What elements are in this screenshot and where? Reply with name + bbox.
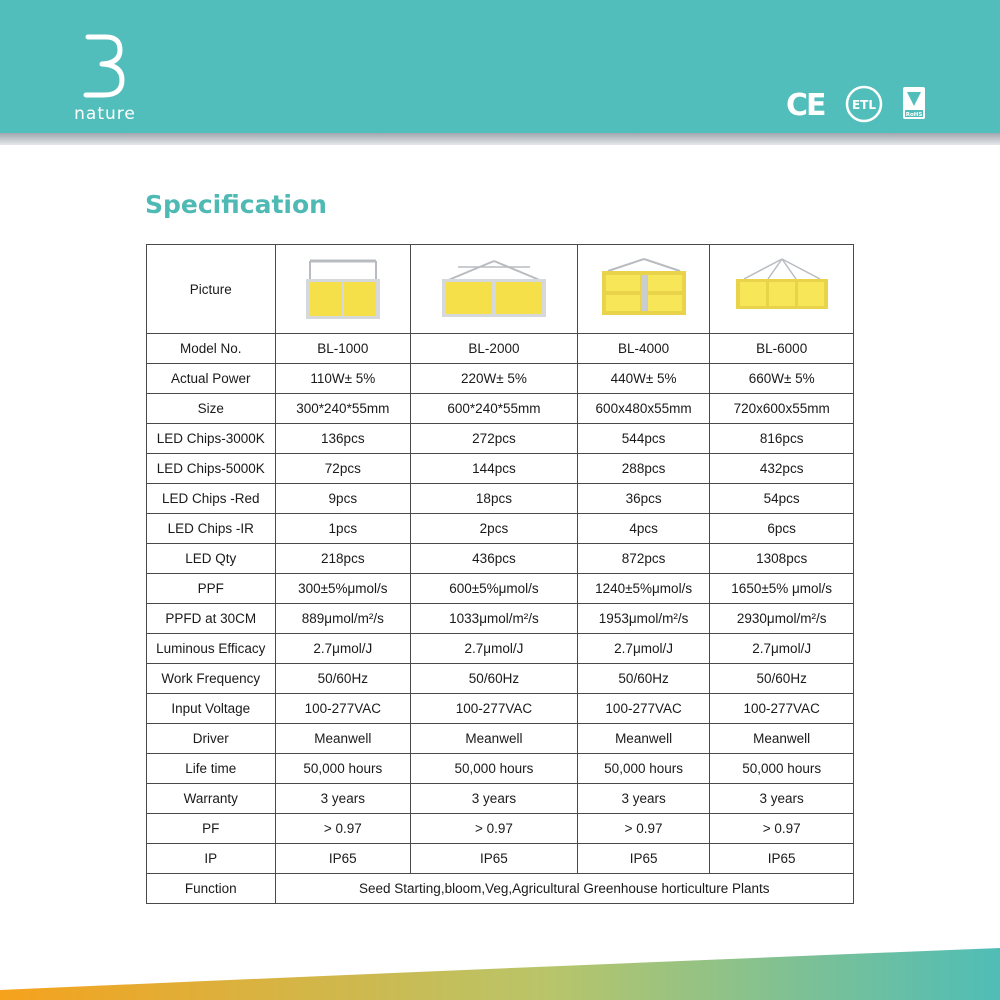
brand-logo [70, 34, 150, 126]
svg-text:RoHS: RoHS [905, 112, 923, 118]
table-cell: 50,000 hours [275, 754, 411, 784]
table-cell: 100-277VAC [275, 694, 411, 724]
footer-wave [0, 930, 1000, 1000]
function-row [147, 874, 854, 904]
table-row [147, 604, 854, 634]
brand-name: nature [74, 104, 136, 124]
row-label: Life time [147, 754, 276, 784]
table-cell: 600*240*55mm [411, 394, 578, 424]
table-cell: 136pcs [275, 424, 411, 454]
table-cell: BL-4000 [577, 334, 710, 364]
product-image-bl-1000 [275, 245, 411, 334]
table-row [147, 364, 854, 394]
row-label: LED Chips-5000K [147, 454, 276, 484]
table-row [147, 844, 854, 874]
table-cell: 144pcs [411, 454, 578, 484]
table-cell: 3 years [710, 784, 854, 814]
table-cell: 220W± 5% [411, 364, 578, 394]
table-row [147, 784, 854, 814]
table-cell: 100-277VAC [710, 694, 854, 724]
table-cell: 1pcs [275, 514, 411, 544]
table-row [147, 394, 854, 424]
table-cell: 300*240*55mm [275, 394, 411, 424]
row-label: PPF [147, 574, 276, 604]
table-cell: 100-277VAC [411, 694, 578, 724]
row-label: PF [147, 814, 276, 844]
table-cell: 50/60Hz [411, 664, 578, 694]
b-logo-icon [80, 34, 126, 98]
table-cell: 50/60Hz [577, 664, 710, 694]
table-cell: 50,000 hours [577, 754, 710, 784]
row-label: Warranty [147, 784, 276, 814]
row-label: Luminous Efficacy [147, 634, 276, 664]
page-title: Specification [145, 190, 327, 219]
table-cell: 36pcs [577, 484, 710, 514]
table-row [147, 754, 854, 784]
table-cell: 2.7μmol/J [411, 634, 578, 664]
table-cell: 288pcs [577, 454, 710, 484]
table-cell: Meanwell [577, 724, 710, 754]
table-cell: 1308pcs [710, 544, 854, 574]
table-cell: 1033μmol/m²/s [411, 604, 578, 634]
table-cell: 54pcs [710, 484, 854, 514]
row-label: PPFD at 30CM [147, 604, 276, 634]
table-cell: 18pcs [411, 484, 578, 514]
table-cell: 3 years [411, 784, 578, 814]
table-cell: 3 years [275, 784, 411, 814]
table-cell: IP65 [411, 844, 578, 874]
table-cell: 2.7μmol/J [275, 634, 411, 664]
table-row [147, 574, 854, 604]
table-row [147, 334, 854, 364]
table-cell: 816pcs [710, 424, 854, 454]
grow-light-icon [732, 257, 832, 321]
table-row [147, 544, 854, 574]
table-cell: 100-277VAC [577, 694, 710, 724]
table-cell: 1650±5% μmol/s [710, 574, 854, 604]
table-cell: > 0.97 [577, 814, 710, 844]
table-cell: 4pcs [577, 514, 710, 544]
row-label: Work Frequency [147, 664, 276, 694]
table-row [147, 694, 854, 724]
table-cell: 9pcs [275, 484, 411, 514]
table-cell: 3 years [577, 784, 710, 814]
table-row [147, 424, 854, 454]
certification-marks [786, 84, 936, 124]
table-row [147, 814, 854, 844]
table-cell: 50,000 hours [710, 754, 854, 784]
table-cell: 1953μmol/m²/s [577, 604, 710, 634]
row-label: Function [147, 874, 276, 904]
table-cell: > 0.97 [275, 814, 411, 844]
table-row [147, 514, 854, 544]
table-cell: 50/60Hz [275, 664, 411, 694]
etl-mark-icon [844, 84, 884, 124]
table-cell: BL-1000 [275, 334, 411, 364]
ce-mark-icon: CE [786, 88, 825, 123]
table-cell: 272pcs [411, 424, 578, 454]
table-row [147, 454, 854, 484]
table-cell: 72pcs [275, 454, 411, 484]
row-label: LED Chips-3000K [147, 424, 276, 454]
table-row [147, 484, 854, 514]
row-label: LED Chips -Red [147, 484, 276, 514]
table-cell: 2.7μmol/J [710, 634, 854, 664]
table-cell: 110W± 5% [275, 364, 411, 394]
table-cell: 660W± 5% [710, 364, 854, 394]
row-label: LED Chips -IR [147, 514, 276, 544]
row-label: Size [147, 394, 276, 424]
table-cell: 432pcs [710, 454, 854, 484]
row-label: Picture [147, 245, 276, 334]
table-row [147, 664, 854, 694]
table-cell: 544pcs [577, 424, 710, 454]
table-cell: 50/60Hz [710, 664, 854, 694]
table-cell: Meanwell [275, 724, 411, 754]
grow-light-icon [302, 257, 384, 321]
table-cell: 440W± 5% [577, 364, 710, 394]
table-cell: 436pcs [411, 544, 578, 574]
table-cell: 2930μmol/m²/s [710, 604, 854, 634]
row-label: Actual Power [147, 364, 276, 394]
table-cell: 600±5%μmol/s [411, 574, 578, 604]
spec-table [146, 244, 854, 904]
grow-light-icon [598, 257, 690, 321]
table-cell: IP65 [275, 844, 411, 874]
product-image-bl-2000 [411, 245, 578, 334]
table-cell: 1240±5%μmol/s [577, 574, 710, 604]
table-cell: 2pcs [411, 514, 578, 544]
table-cell: 300±5%μmol/s [275, 574, 411, 604]
grow-light-icon [438, 257, 550, 321]
table-cell: 600x480x55mm [577, 394, 710, 424]
table-cell: > 0.97 [710, 814, 854, 844]
table-cell: 872pcs [577, 544, 710, 574]
table-cell: 218pcs [275, 544, 411, 574]
table-row [147, 724, 854, 754]
product-image-bl-6000 [710, 245, 854, 334]
table-cell: 2.7μmol/J [577, 634, 710, 664]
rohs-mark-icon [902, 86, 926, 120]
picture-row [147, 245, 854, 334]
row-label: IP [147, 844, 276, 874]
table-row [147, 634, 854, 664]
table-cell: 6pcs [710, 514, 854, 544]
table-cell: 720x600x55mm [710, 394, 854, 424]
table-cell: 889μmol/m²/s [275, 604, 411, 634]
row-label: Input Voltage [147, 694, 276, 724]
table-cell: BL-2000 [411, 334, 578, 364]
product-image-bl-4000 [577, 245, 710, 334]
table-cell: IP65 [710, 844, 854, 874]
table-cell: Meanwell [411, 724, 578, 754]
row-label: LED Qty [147, 544, 276, 574]
svg-text:ETL: ETL [851, 98, 877, 112]
table-cell: > 0.97 [411, 814, 578, 844]
function-value: Seed Starting,bloom,Veg,Agricultural Greenhouse horticulture Plants [275, 874, 853, 904]
row-label: Driver [147, 724, 276, 754]
table-cell: Meanwell [710, 724, 854, 754]
table-cell: IP65 [577, 844, 710, 874]
table-cell: 50,000 hours [411, 754, 578, 784]
table-cell: BL-6000 [710, 334, 854, 364]
row-label: Model No. [147, 334, 276, 364]
header-divider [0, 133, 1000, 145]
